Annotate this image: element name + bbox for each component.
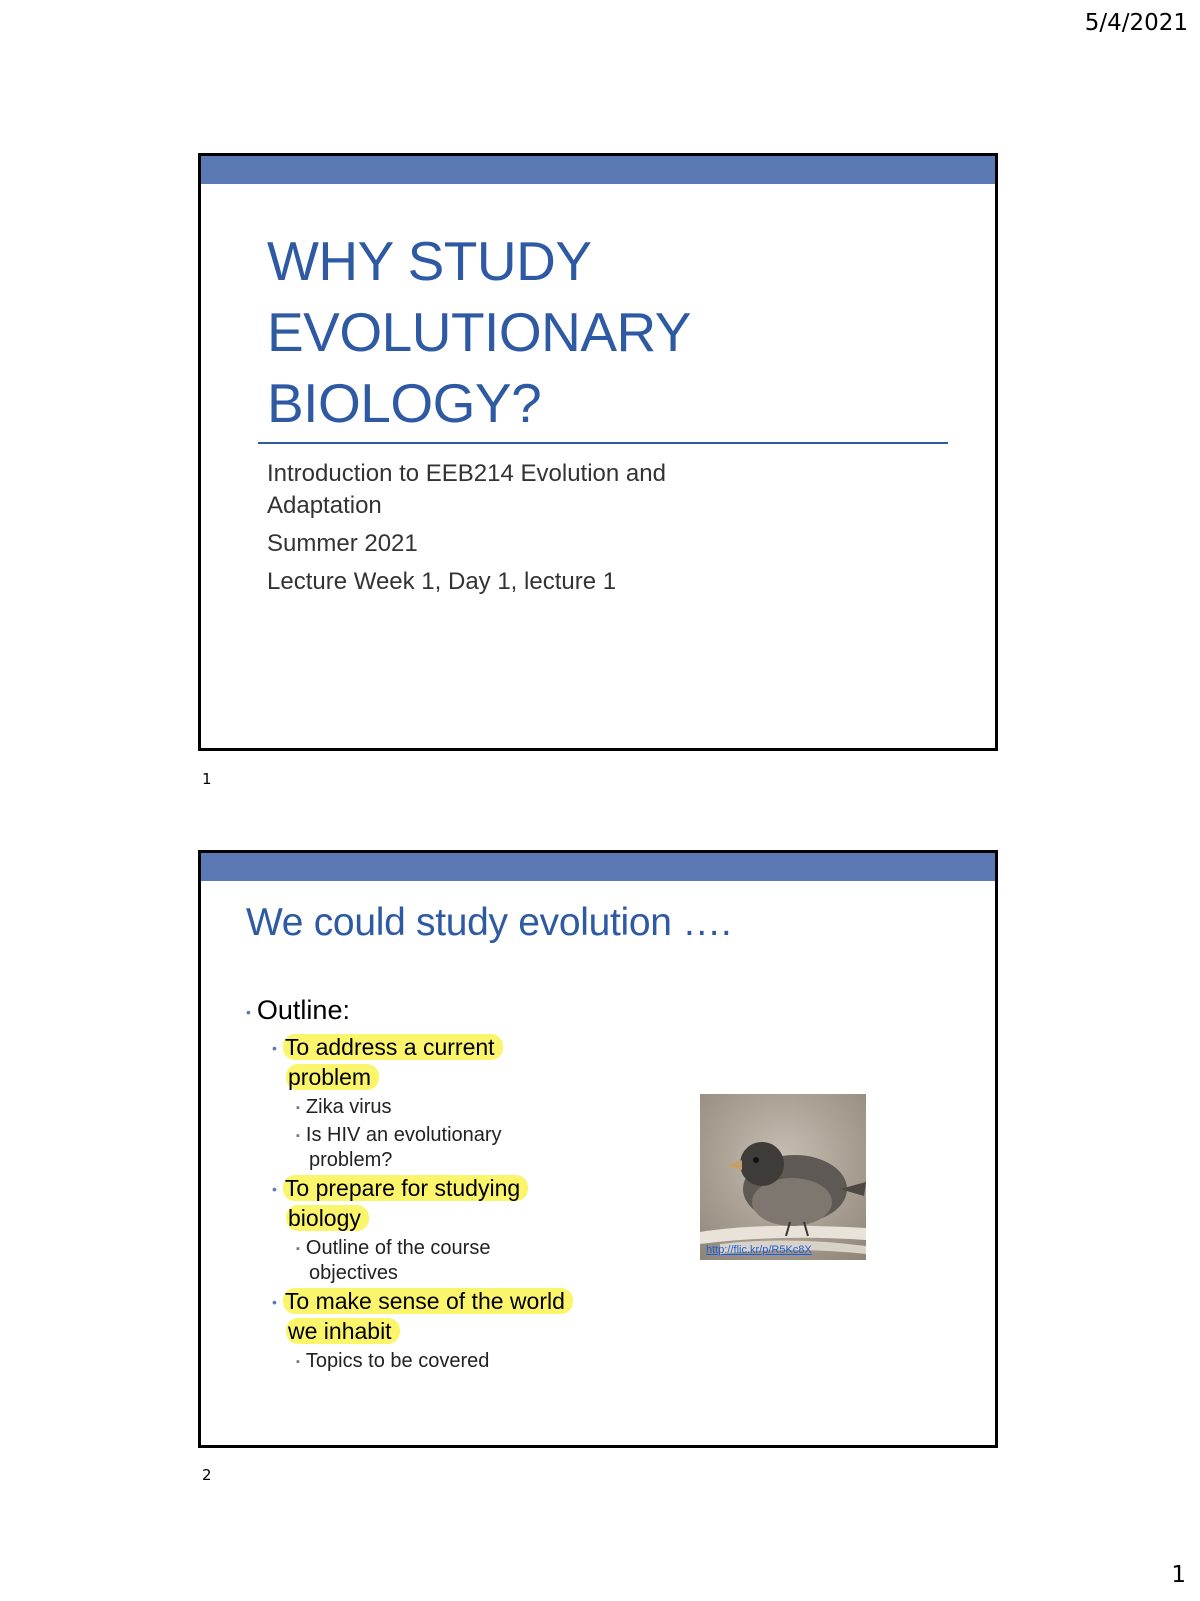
slide-number: 1 xyxy=(202,770,212,788)
slide-1-subtitle xyxy=(267,458,737,604)
slide-header-bar xyxy=(201,156,995,184)
list-item xyxy=(246,1287,576,1346)
bullet-icon: • xyxy=(272,1040,277,1057)
list-item xyxy=(246,1174,576,1233)
lecture-info: Lecture Week 1, Day 1, lecture 1 xyxy=(267,568,617,595)
finch-photo xyxy=(700,1094,866,1260)
bullet-icon: ▪ xyxy=(296,1129,300,1142)
bullet-icon: ▪ xyxy=(296,1356,300,1369)
slide-1 xyxy=(198,153,998,751)
course-name: Introduction to EEB214 Evolution and Adaptation xyxy=(267,460,666,519)
slide-1-title xyxy=(267,226,691,439)
list-item xyxy=(246,1033,576,1092)
bullet-icon: ▪ xyxy=(296,1102,300,1115)
bullet-icon: • xyxy=(272,1294,277,1311)
page-number: 1 xyxy=(1171,1562,1186,1588)
highlighted-point: To prepare for studying biology xyxy=(283,1175,528,1231)
title-line: EVOLUTIONARY xyxy=(267,301,691,363)
list-subitem: ▪ Zika virus xyxy=(296,1096,392,1119)
slide-2-title: We could study evolution …. xyxy=(246,901,732,944)
print-date: 5/4/2021 xyxy=(1084,10,1188,36)
list-subitem: ▪ Topics to be covered xyxy=(296,1350,490,1373)
title-line: BIOLOGY? xyxy=(267,372,542,434)
list-subitem: ▪ Is HIV an evolutionary problem? xyxy=(296,1124,502,1171)
bullet-icon: • xyxy=(272,1181,277,1198)
bullet-icon: ▪ xyxy=(296,1242,300,1255)
title-line: WHY STUDY xyxy=(267,230,592,292)
slide-number: 2 xyxy=(202,1466,212,1484)
highlighted-point: To address a current problem xyxy=(283,1034,503,1090)
outline-list xyxy=(246,993,576,1374)
image-source-link[interactable]: http://flic.kr/p/R5Kc8X xyxy=(706,1244,812,1256)
term: Summer 2021 xyxy=(267,530,418,557)
bullet-icon: • xyxy=(246,1003,251,1020)
outline-heading: • Outline: xyxy=(246,995,350,1025)
title-divider xyxy=(258,442,948,444)
bird-icon xyxy=(700,1094,866,1260)
list-subitem: ▪ Outline of the course objectives xyxy=(296,1237,491,1284)
slide-header-bar xyxy=(201,853,995,881)
slide-2 xyxy=(198,850,998,1448)
highlighted-point: To make sense of the world we inhabit xyxy=(283,1288,573,1344)
